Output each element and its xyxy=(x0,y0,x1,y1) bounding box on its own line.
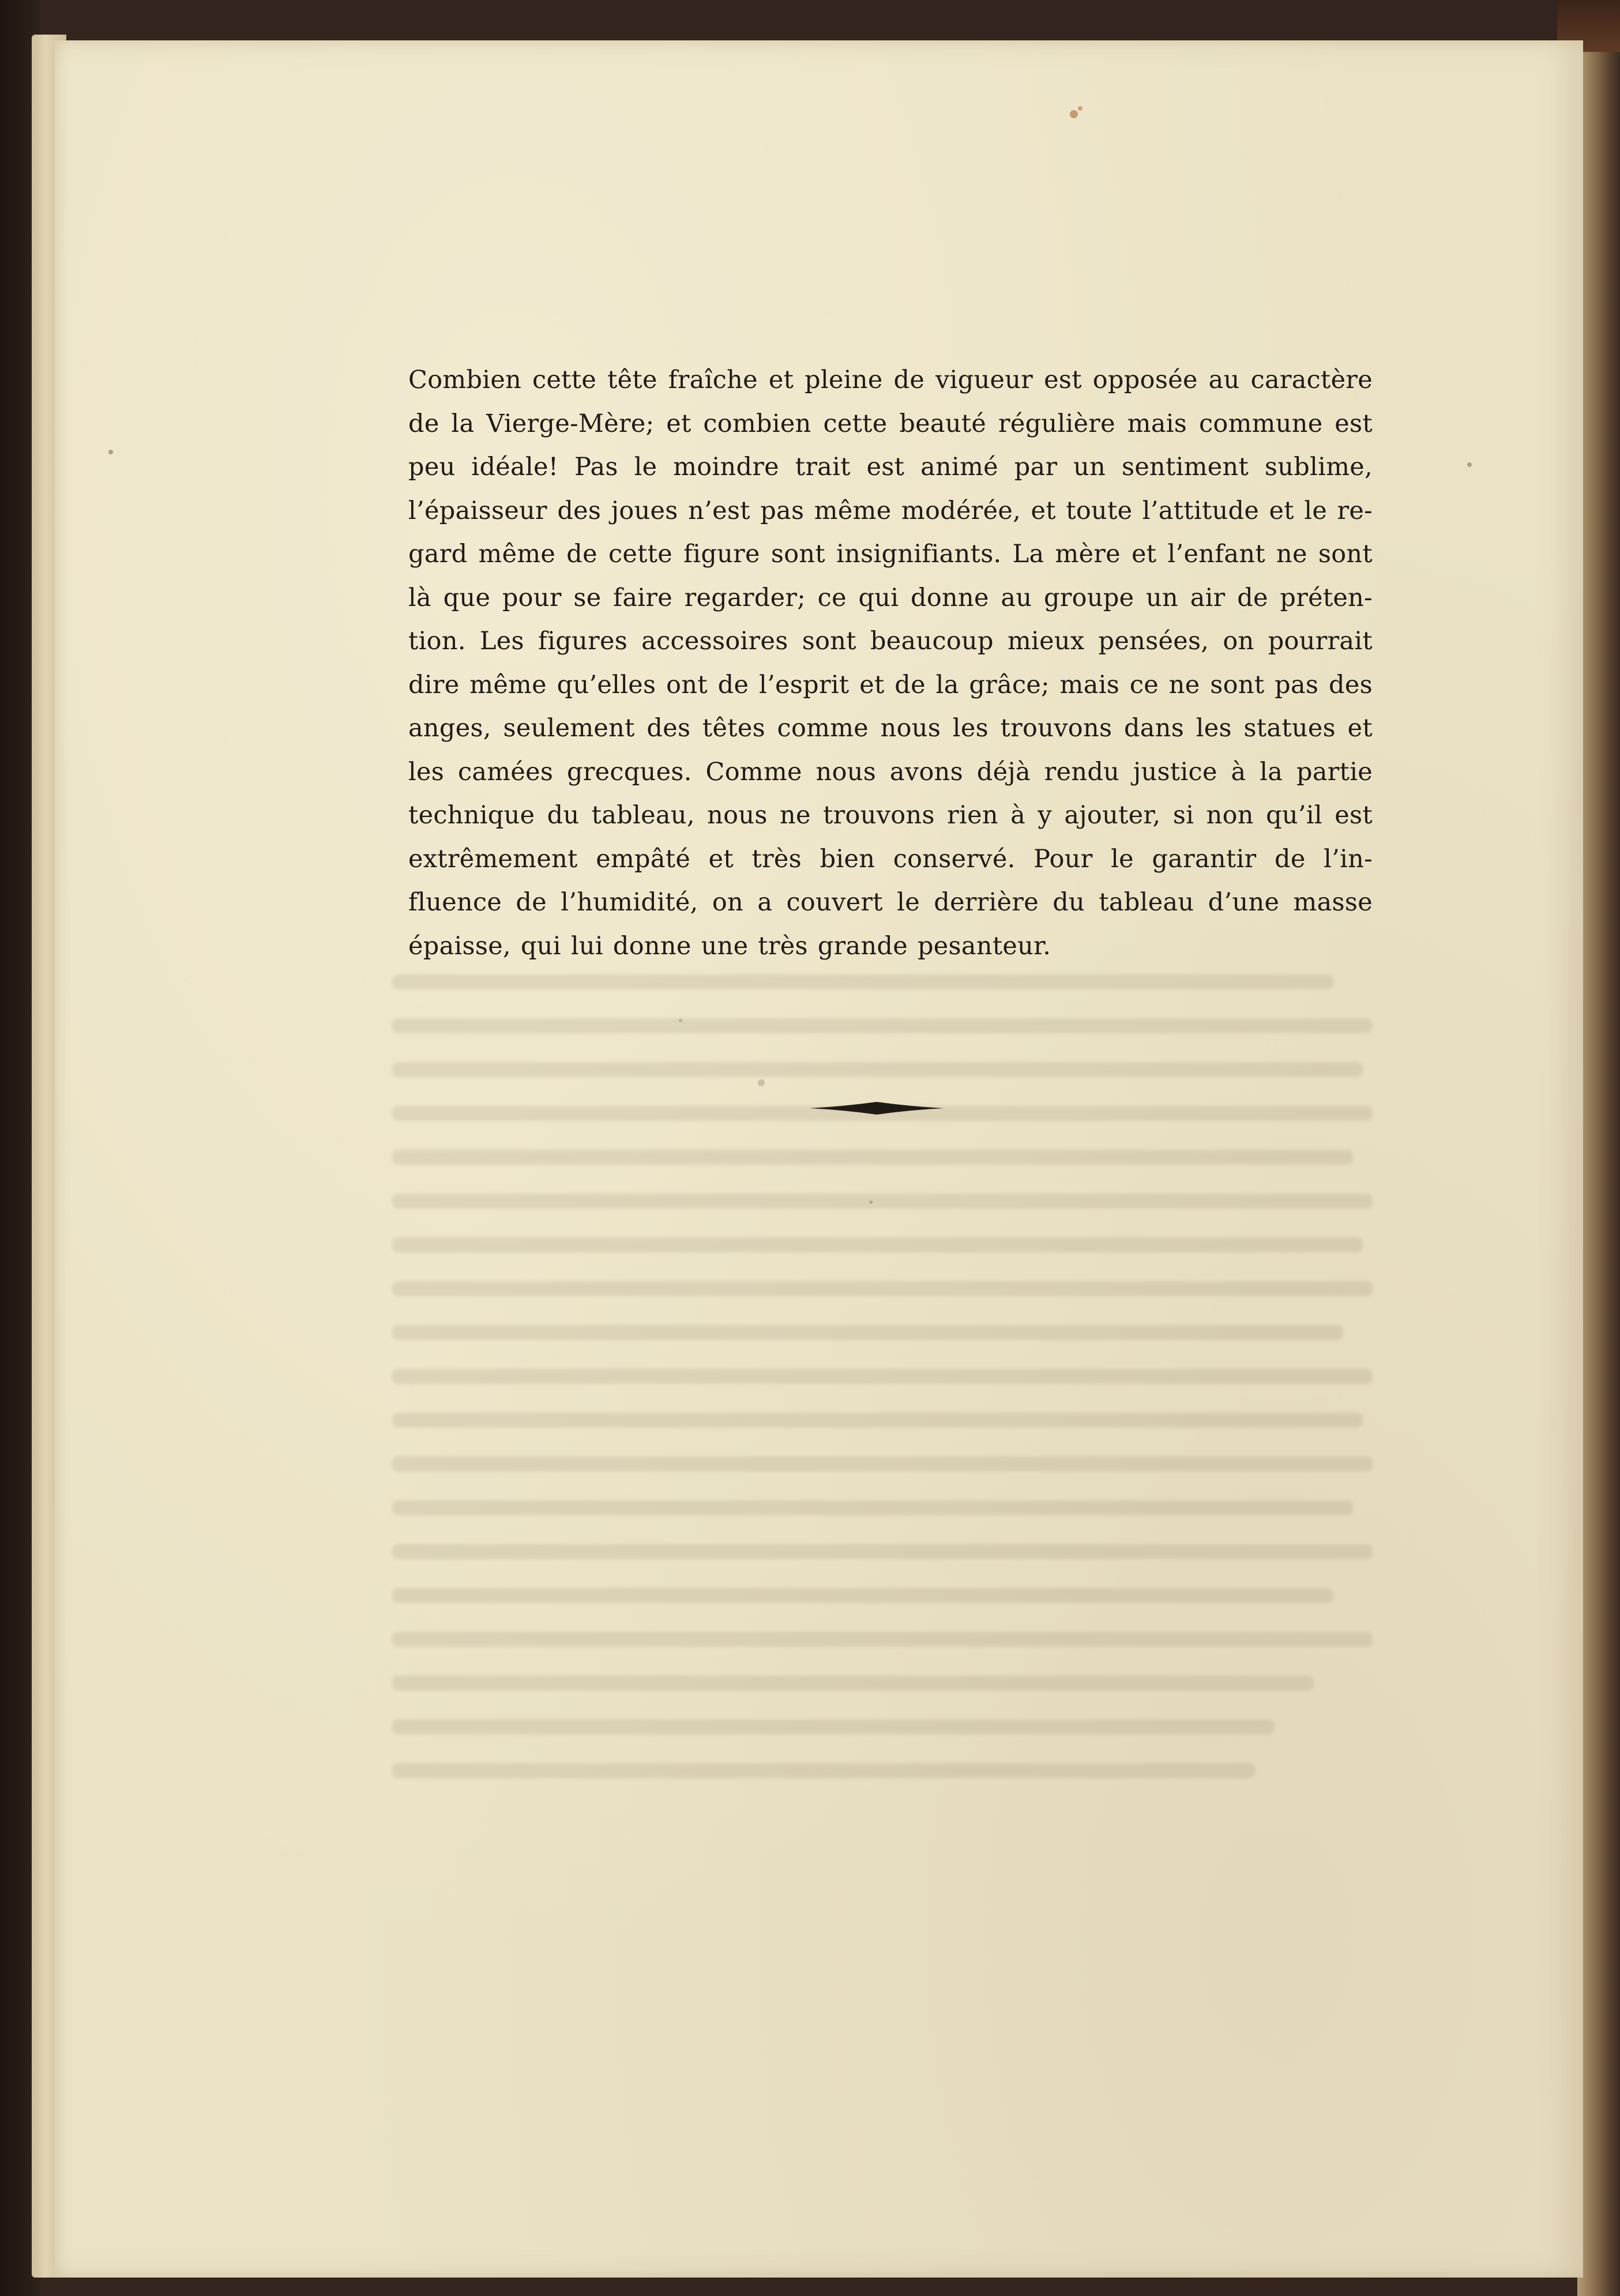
text-line: gard même de cette figure sont insignifiants. La mère et l’enfant ne sont xyxy=(408,540,1373,569)
text-line: Combien cette tête fraîche et pleine de vigueur est opposée au caractère xyxy=(408,366,1373,394)
text-line: anges, seulement des têtes comme nous les trouvons dans les statues et xyxy=(408,714,1373,743)
text-line: dire même qu’elles ont de l’esprit et de la grâce; mais ce ne sont pas des xyxy=(408,670,1373,699)
text-line: peu idéale! Pas le moindre trait est animé par un sentiment sublime, xyxy=(408,453,1373,481)
text-line: fluence de l’humidité, on a couvert le derrière du tableau d’une masse xyxy=(408,888,1373,917)
text-line: les camées grecques. Comme nous avons déjà rendu justice à la partie xyxy=(408,757,1373,786)
text-line: épaisse, qui lui donne une très grande pesanteur. xyxy=(408,931,1051,961)
text-line: extrêmement empâté et très bien conservé. Pour le garantir de l’in- xyxy=(408,844,1373,874)
text-line: là que pour se faire regarder; ce qui donne au groupe un air de préten- xyxy=(408,583,1373,612)
text-line: l’épaisseur des joues n’est pas même modérée, et toute l’attitude et le re- xyxy=(408,496,1373,525)
text-line: tion. Les figures accessoires sont beaucoup mieux pensées, on pourrait xyxy=(408,627,1373,656)
text-line: technique du tableau, nous ne trouvons rien à y ajouter, si non qu’il est xyxy=(408,801,1373,830)
text-line: de la Vierge-Mère; et combien cette beauté régulière mais commune est xyxy=(408,409,1373,438)
